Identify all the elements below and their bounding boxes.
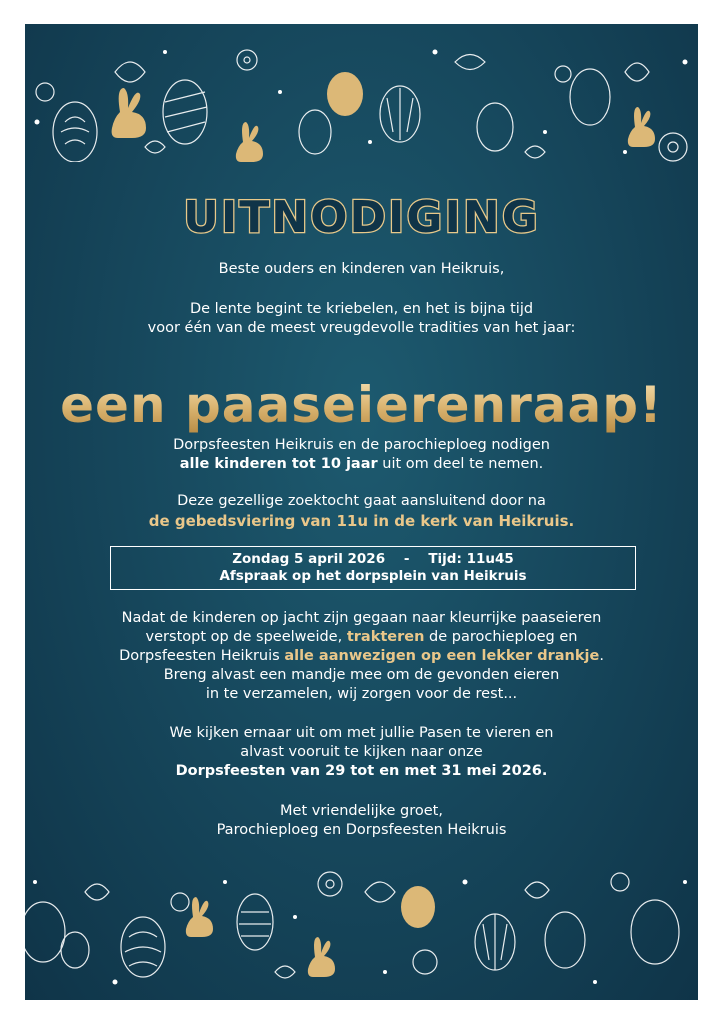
easter-decoration-top	[25, 32, 698, 162]
flower-icon	[659, 133, 687, 161]
leaf-icon	[525, 882, 549, 898]
closing-signature: Parochieploeg en Dorpsfeesten Heikruis	[216, 822, 507, 838]
invite-rest: uit om deel te nemen.	[377, 456, 544, 472]
outro-line-3: Dorpsfeesten van 29 tot en met 31 mei 2026.	[175, 763, 548, 779]
leaf-icon	[625, 63, 649, 81]
flower-icon	[555, 66, 571, 82]
event-time: Tijd: 11u45	[428, 551, 514, 567]
intro-line-1: De lente begint te kriebelen, en het is bijna tijd	[189, 301, 534, 317]
search-line-2: de gebedsviering van 11u in de kerk van Heikruis.	[148, 512, 575, 530]
greeting: Beste ouders en kinderen van Heikruis,	[218, 261, 505, 277]
invitation-poster	[25, 24, 698, 1000]
invite-line-1: Dorpsfeesten Heikruis en de parochieploeg nodigen	[173, 437, 550, 453]
flower-icon	[36, 83, 54, 101]
easter-egg-icon	[545, 912, 585, 968]
bunny-icon	[236, 122, 263, 162]
flower-icon	[237, 50, 257, 70]
bunny-icon	[308, 937, 335, 977]
easter-egg-icon	[631, 900, 679, 964]
easter-egg-icon	[401, 886, 435, 928]
easter-egg-icon	[25, 902, 65, 962]
leaf-icon	[275, 966, 295, 978]
details-line-2	[25, 628, 698, 646]
headline: een paaseierenraap!	[25, 376, 698, 434]
easter-egg-icon	[570, 69, 610, 125]
easter-egg-icon	[477, 103, 513, 151]
event-separator: -	[403, 551, 410, 567]
details-line-3	[25, 647, 698, 665]
easter-egg-icon	[327, 72, 363, 116]
closing-line-1: Met vriendelijke groet,	[280, 803, 443, 819]
leaf-icon	[525, 146, 545, 158]
details-text: Dorpsfeesten Heikruis	[119, 648, 285, 664]
details-text: de parochieploeg en	[424, 629, 578, 645]
event-details-box	[110, 546, 636, 590]
details-line-5: in te verzamelen, wij zorgen voor de rest...	[205, 686, 518, 702]
event-date-time	[111, 551, 635, 568]
event-meeting-point: Afspraak op het dorpsplein van Heikruis	[219, 568, 527, 584]
bunny-icon	[112, 88, 146, 138]
invite-highlight: alle kinderen tot 10 jaar	[179, 456, 378, 472]
details-highlight: trakteren	[346, 629, 425, 645]
leaf-icon	[365, 882, 395, 902]
easter-egg-icon	[299, 110, 331, 154]
intro-line-2: voor één van de meest vreugdevolle tradities van het jaar:	[147, 320, 576, 336]
bunny-icon	[186, 897, 213, 937]
easter-egg-icon	[237, 894, 273, 950]
details-highlight: alle aanwezigen op een lekker drankje	[284, 648, 600, 664]
invite-line-2	[25, 455, 698, 473]
flower-icon	[171, 893, 189, 911]
flower-icon	[611, 873, 629, 891]
leaf-icon	[85, 884, 109, 900]
event-date: Zondag 5 april 2026	[232, 551, 386, 567]
outro-line-1: We kijken ernaar uit om met jullie Pasen te vieren en	[169, 725, 554, 741]
easter-decoration-bottom	[25, 862, 698, 992]
details-text: .	[599, 648, 604, 664]
details-text: verstopt op de speelweide,	[145, 629, 347, 645]
flower-icon	[318, 872, 342, 896]
search-line-1: Deze gezellige zoektocht gaat aansluitend door na	[177, 493, 546, 509]
leaf-icon	[145, 141, 165, 153]
easter-egg-icon	[61, 932, 89, 968]
outro-line-2: alvast vooruit te kijken naar onze	[240, 744, 483, 760]
leaf-icon	[115, 62, 145, 82]
details-line-4: Breng alvast een mandje mee om de gevonden eieren	[163, 667, 560, 683]
invitation-title: UITNODIGING	[183, 192, 540, 243]
bunny-icon	[628, 107, 655, 147]
easter-egg-icon	[53, 102, 97, 162]
details-line-1: Nadat de kinderen op jacht zijn gegaan naar kleurrijke paaseieren	[121, 610, 602, 626]
flower-icon	[413, 950, 437, 974]
leaf-icon	[455, 55, 485, 70]
